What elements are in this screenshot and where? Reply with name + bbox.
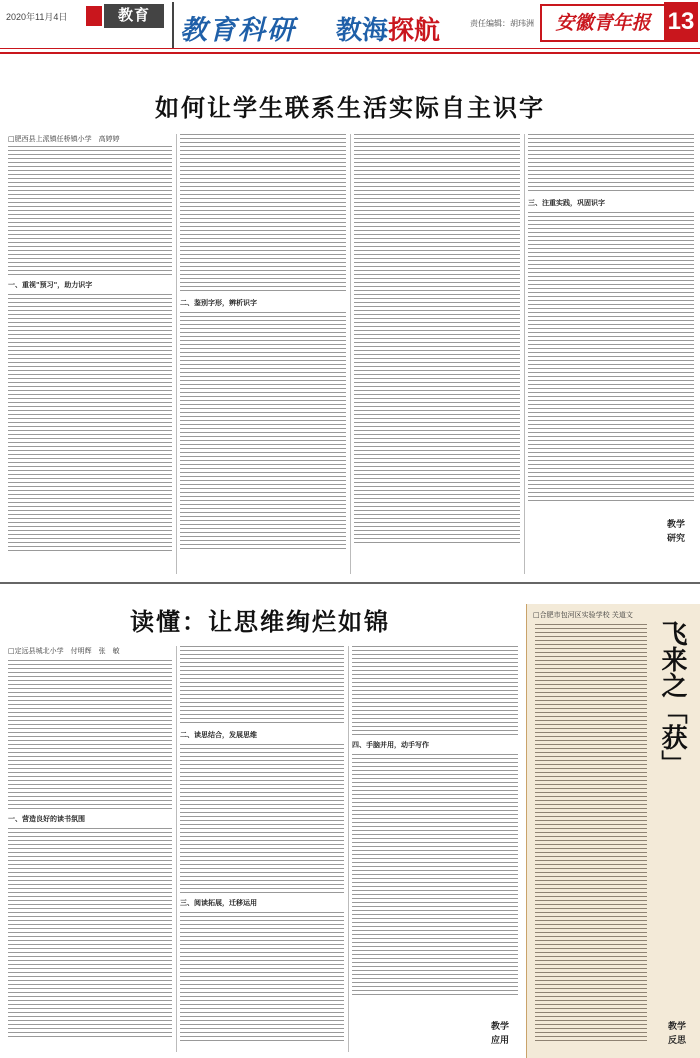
badge-line-2: 研究 — [666, 534, 685, 544]
article1-column-4 — [528, 134, 694, 514]
page-header — [0, 0, 700, 54]
article2-column-1 — [8, 660, 172, 1052]
column-title: 教育科研 — [180, 15, 296, 46]
page-label-accent — [86, 6, 102, 26]
section-divider — [0, 582, 700, 584]
body-text — [180, 134, 346, 294]
article2-subhead-1: 一、营造良好的读书氛围 — [8, 815, 85, 823]
sidebar-title: 飞来之「获」 — [657, 620, 687, 776]
article1-column-3 — [354, 134, 520, 566]
article1-column-1 — [8, 146, 172, 566]
body-text — [354, 134, 520, 546]
body-text — [352, 754, 518, 998]
body-text — [352, 646, 518, 736]
body-text — [8, 660, 172, 810]
sidebar-column — [526, 604, 700, 1058]
article2-title: 读懂：让思维绚烂如锦 — [130, 607, 390, 636]
article2-column-3 — [352, 646, 518, 1006]
article2-category-badge — [482, 1020, 518, 1050]
badge-line-2: 反思 — [667, 1036, 686, 1046]
body-text — [528, 134, 694, 194]
article1-subhead-3: 三、注重实践，巩固识字 — [528, 199, 605, 207]
header-rule — [0, 48, 700, 49]
sidebar-byline: □合肥市包河区实验学校 关道文 — [533, 611, 633, 619]
article2-subhead-3: 三、阅读拓展，迁移运用 — [180, 899, 257, 907]
badge-line-1: 教学 — [490, 1022, 509, 1032]
article2-subhead-2: 二、读思结合，发展思维 — [180, 731, 257, 739]
article1-byline: □肥西县上派镇任桥镇小学 高婷婷 — [8, 135, 120, 143]
article2-column-2 — [180, 646, 344, 1052]
header-divider — [172, 2, 174, 48]
badge-line-2: 应用 — [490, 1036, 509, 1046]
page-section-label: 教育 — [104, 4, 164, 28]
body-text — [8, 294, 172, 554]
body-text — [8, 146, 172, 276]
article2-subhead-4: 四、手脑并用，动手写作 — [352, 741, 429, 749]
column-rule — [348, 646, 349, 1052]
article1-column-2 — [180, 134, 346, 566]
article1-subhead-1: 一、重视"预习"，助力识字 — [8, 281, 93, 289]
body-text — [180, 912, 344, 1042]
body-text — [180, 744, 344, 894]
body-text — [180, 312, 346, 552]
issue-date: 2020年11月4日 — [6, 12, 68, 22]
column-subtitle-a: 教海 — [336, 16, 389, 46]
column-subtitle — [336, 10, 440, 47]
article2-byline: □定远县城北小学 付明辉 张 敏 — [8, 647, 120, 655]
page-number: 13 — [664, 2, 698, 42]
column-rule — [350, 134, 351, 574]
editor-credit: 责任编辑：胡玮洲 — [470, 19, 534, 28]
column-rule — [176, 134, 177, 574]
body-text — [180, 646, 344, 726]
article1-category-badge — [658, 518, 694, 548]
sidebar-body-text — [535, 624, 647, 1044]
column-rule — [524, 134, 525, 574]
article1-subhead-2: 二、鉴别字形，辨析识字 — [180, 299, 257, 307]
badge-line-1: 教学 — [667, 1022, 686, 1032]
badge-line-1: 教学 — [666, 520, 685, 530]
article1-title: 如何让学生联系生活实际自主识字 — [155, 93, 545, 122]
column-rule — [176, 646, 177, 1052]
body-text — [528, 212, 694, 502]
sidebar-category-badge — [659, 1020, 695, 1050]
column-subtitle-b: 探航 — [388, 16, 441, 46]
newspaper-brand: 安徽青年报 — [540, 4, 666, 42]
body-text — [8, 828, 172, 1038]
